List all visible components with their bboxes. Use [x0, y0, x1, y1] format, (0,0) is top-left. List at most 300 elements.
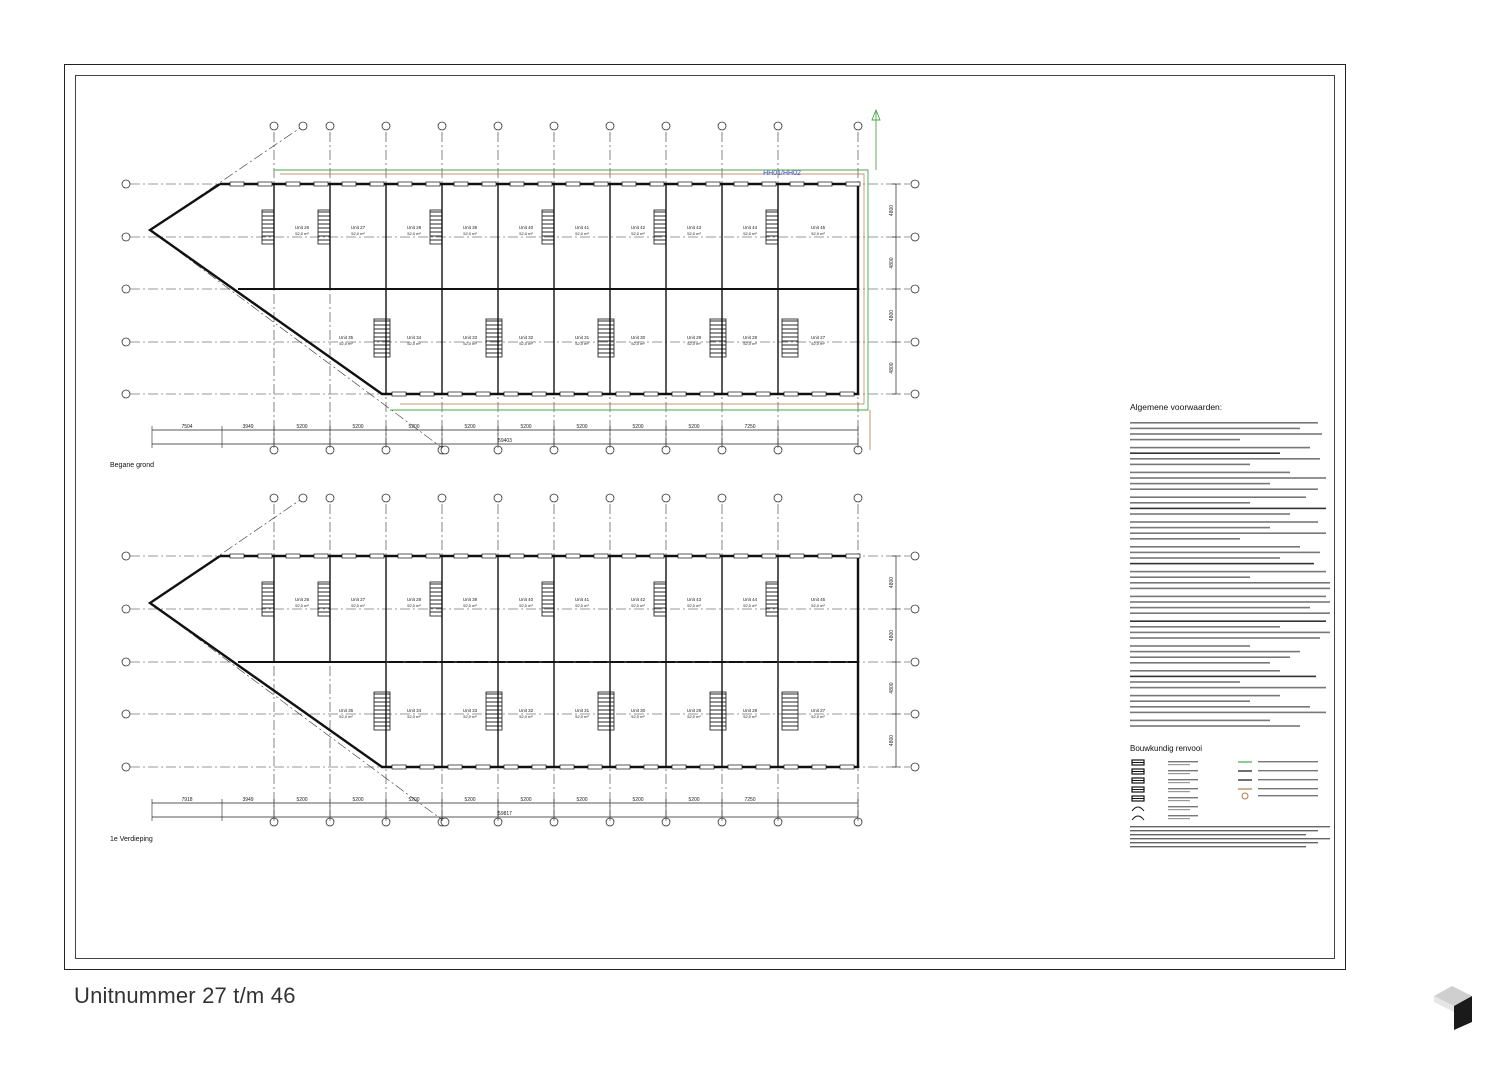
unit-label-top: Unit 44 [742, 597, 758, 602]
unit-label-top: Unit 45 [810, 225, 826, 230]
window-mark [616, 765, 630, 769]
conditions-text-line [1130, 620, 1326, 622]
window-mark [706, 554, 720, 558]
grid-bubble [122, 390, 130, 398]
conditions-text-line [1130, 472, 1290, 474]
grid-bubble [911, 338, 919, 346]
conditions-text-line [1130, 582, 1330, 584]
conditions-text-line [1130, 651, 1300, 653]
unit-area-label-bottom: 52,0 m² [811, 341, 825, 346]
stair-bottom [374, 692, 390, 730]
conditions-text-line [1130, 670, 1280, 672]
unit-area-label-top: 52,0 m² [407, 603, 421, 608]
grid-bubble [122, 180, 130, 188]
window-mark [700, 765, 714, 769]
dimension-text: 5200 [576, 424, 588, 430]
legend-text-line [1168, 782, 1190, 783]
grid-bubble [911, 233, 919, 241]
legend-door-symbol [1132, 816, 1144, 820]
unit-area-label-top: 52,0 m² [407, 231, 421, 236]
grid-bubble [606, 494, 614, 502]
window-mark [762, 182, 776, 186]
window-mark [504, 765, 518, 769]
window-mark [426, 554, 440, 558]
legend-text-line [1258, 770, 1318, 771]
conditions-text-line [1130, 513, 1290, 515]
unit-label-top: Unit 28 [406, 225, 422, 230]
conditions-text-line [1130, 422, 1318, 424]
window-mark [622, 554, 636, 558]
conditions-text-line [1130, 483, 1270, 485]
window-mark [510, 554, 524, 558]
window-mark [840, 392, 854, 396]
stair-top [542, 582, 554, 616]
unit-area-label-bottom: 52,0 m² [743, 714, 757, 719]
window-mark [532, 392, 546, 396]
window-mark [762, 554, 776, 558]
unit-area-label-bottom: 52,0 m² [407, 341, 421, 346]
unit-label-bottom: Unit 27 [810, 708, 826, 713]
unit-area-label-bottom: 52,0 m² [463, 714, 477, 719]
unit-label-bottom: Unit 35 [338, 335, 354, 340]
window-mark [566, 554, 580, 558]
window-mark [314, 554, 328, 558]
unit-area-label-top: 52,0 m² [463, 231, 477, 236]
window-mark [594, 182, 608, 186]
unit-label-bottom: Unit 32 [518, 335, 534, 340]
window-mark [672, 765, 686, 769]
window-mark [588, 765, 602, 769]
conditions-text-line [1130, 521, 1318, 523]
grid-bubble [299, 494, 307, 502]
window-mark [454, 554, 468, 558]
legend-text-line [1168, 797, 1198, 798]
legend-footnote-line [1130, 846, 1306, 847]
grid-bubble [299, 122, 307, 130]
stair-top [766, 582, 778, 616]
conditions-text-line [1130, 433, 1322, 435]
first-floor-label: 1e Verdieping [110, 836, 153, 843]
unit-label-bottom: Unit 34 [406, 708, 422, 713]
legend-text-line [1168, 818, 1190, 819]
dimension-text: 5200 [632, 797, 644, 803]
unit-number-caption: Unitnummer 27 t/m 46 [74, 983, 296, 1008]
unit-label-top: Unit 26 [294, 225, 310, 230]
conditions-text-line [1130, 496, 1306, 498]
unit-label-top: Unit 39 [462, 597, 478, 602]
stair-bottom [782, 319, 798, 357]
grid-bubble [382, 494, 390, 502]
conditions-text-line [1130, 439, 1240, 441]
conditions-text-line [1130, 552, 1320, 554]
dimension-text: 5200 [688, 797, 700, 803]
window-mark [678, 554, 692, 558]
unit-area-label-bottom: 52,0 m² [339, 341, 353, 346]
window-mark [398, 554, 412, 558]
conditions-text-line [1130, 477, 1326, 479]
grid-bubble [911, 552, 919, 560]
unit-label-top: Unit 28 [406, 597, 422, 602]
unit-label-bottom: Unit 28 [742, 708, 758, 713]
conditions-text-line [1130, 626, 1280, 628]
conditions-text-line [1130, 656, 1290, 658]
window-mark [560, 765, 574, 769]
unit-area-label-top: 52,0 m² [687, 603, 701, 608]
window-mark [756, 765, 770, 769]
unit-area-label-top: 52,0 m² [519, 603, 533, 608]
stair-bottom [782, 692, 798, 730]
legend-text-line [1168, 806, 1198, 807]
unit-area-label-bottom: 52,0 m² [687, 341, 701, 346]
grid-bubble [854, 122, 862, 130]
grid-bubble [494, 494, 502, 502]
dimension-text: 5200 [576, 797, 588, 803]
general-conditions-title: Algemene voorwaarden: [1130, 402, 1223, 412]
dimension-text: 5200 [520, 797, 532, 803]
dimension-text-vertical: 4800 [889, 576, 895, 589]
window-mark [482, 182, 496, 186]
grid-bubble [122, 763, 130, 771]
unit-area-label-top: 52,0 m² [687, 231, 701, 236]
conditions-text-line [1130, 576, 1250, 578]
unit-label-bottom: Unit 33 [462, 335, 478, 340]
legend-text-line [1168, 800, 1190, 801]
dimension-text: 7250 [744, 424, 756, 430]
conditions-text-line [1130, 637, 1320, 639]
unit-label-bottom: Unit 29 [686, 708, 702, 713]
grid-bubble [774, 122, 782, 130]
unit-area-label-top: 52,0 m² [351, 231, 365, 236]
window-mark [476, 765, 490, 769]
unit-label-bottom: Unit 30 [630, 708, 646, 713]
unit-label-top: Unit 41 [574, 225, 590, 230]
dimension-text: 5200 [352, 797, 364, 803]
conditions-text-line [1130, 588, 1330, 590]
legend-drain-icon [1242, 793, 1248, 799]
stair-bottom [374, 319, 390, 357]
grid-bubble [911, 390, 919, 398]
dimension-text: 5200 [688, 424, 700, 430]
stair-top [766, 210, 778, 244]
unit-area-label-bottom: 52,0 m² [519, 341, 533, 346]
conditions-text-line [1130, 607, 1310, 609]
conditions-text-line [1130, 700, 1250, 702]
grid-bubble [270, 122, 278, 130]
dimension-text-vertical: 4800 [889, 204, 895, 217]
grid-bubble [122, 658, 130, 666]
dimension-text-vertical: 4800 [889, 682, 895, 694]
unit-area-label-top: 52,0 m² [631, 231, 645, 236]
stair-top [654, 582, 666, 616]
hh-marker-label: HH01/HH02 [763, 170, 801, 177]
conditions-text-line [1130, 527, 1270, 529]
unit-label-top: Unit 42 [630, 597, 646, 602]
legend-door-symbol [1132, 807, 1144, 811]
conditions-text-line [1130, 612, 1330, 614]
window-mark [448, 392, 462, 396]
conditions-text-line [1130, 508, 1326, 510]
grid-bubble [122, 710, 130, 718]
conditions-text-line [1130, 695, 1280, 697]
grid-bubble [122, 338, 130, 346]
unit-area-label-bottom: 52,0 m² [519, 714, 533, 719]
unit-label-bottom: Unit 34 [406, 335, 422, 340]
stair-top [542, 210, 554, 244]
dimension-text: 5200 [296, 424, 308, 430]
grid-line-diagonal [150, 230, 445, 450]
unit-area-label-top: 52,0 m² [575, 231, 589, 236]
legend-text-line [1258, 779, 1318, 780]
unit-label-top: Unit 42 [630, 225, 646, 230]
window-mark [538, 182, 552, 186]
unit-area-label-top: 52,0 m² [463, 603, 477, 608]
legend-footnote-line [1130, 834, 1306, 835]
grid-bubble [494, 122, 502, 130]
stair-top [430, 582, 442, 616]
stair-top [430, 210, 442, 244]
dimension-text: 5200 [352, 424, 364, 430]
window-mark [286, 182, 300, 186]
window-mark [644, 392, 658, 396]
unit-label-top: Unit 40 [518, 225, 534, 230]
unit-area-label-bottom: 52,0 m² [407, 714, 421, 719]
window-mark [700, 392, 714, 396]
dimension-text: 5200 [408, 424, 420, 430]
grid-bubble [270, 494, 278, 502]
window-mark [482, 554, 496, 558]
window-mark [420, 392, 434, 396]
grid-bubble [438, 494, 446, 502]
unit-area-label-top: 52,0 m² [295, 603, 309, 608]
window-mark [616, 392, 630, 396]
legend-text-line [1168, 788, 1198, 789]
stair-top [262, 582, 274, 616]
window-mark [790, 554, 804, 558]
legend-text-line [1168, 791, 1190, 792]
stair-bottom [486, 692, 502, 730]
dimension-text-vertical: 4800 [889, 362, 895, 374]
unit-area-label-top: 52,0 m² [631, 603, 645, 608]
window-mark [392, 392, 406, 396]
conditions-text-line [1130, 502, 1250, 504]
grid-bubble [718, 122, 726, 130]
unit-area-label-bottom: 52,0 m² [687, 714, 701, 719]
grid-bubble [662, 494, 670, 502]
conditions-text-line [1130, 532, 1326, 534]
grid-bubble [911, 710, 919, 718]
grid-bubble [122, 233, 130, 241]
conditions-text-line [1130, 538, 1240, 540]
conditions-text-line [1130, 428, 1300, 430]
window-mark [370, 182, 384, 186]
conditions-text-line [1130, 706, 1310, 708]
legend-text-line [1168, 770, 1198, 771]
window-mark [454, 182, 468, 186]
window-mark [370, 554, 384, 558]
window-mark [510, 182, 524, 186]
window-mark [420, 765, 434, 769]
window-mark [678, 182, 692, 186]
window-mark [818, 554, 832, 558]
window-mark [672, 392, 686, 396]
conditions-text-line [1130, 725, 1300, 727]
grid-bubble [122, 552, 130, 560]
grid-bubble [911, 658, 919, 666]
dimension-text: 5200 [464, 797, 476, 803]
legend-footnote-line [1130, 838, 1330, 839]
stair-bottom [710, 692, 726, 730]
unit-label-bottom: Unit 35 [338, 708, 354, 713]
window-mark [258, 182, 272, 186]
grid-bubble [911, 763, 919, 771]
dimension-text: 5200 [408, 797, 420, 803]
unit-area-label-top: 52,0 m² [811, 231, 825, 236]
unit-label-bottom: Unit 32 [518, 708, 534, 713]
unit-area-label-top: 52,0 m² [519, 231, 533, 236]
conditions-text-line [1130, 601, 1330, 603]
dimension-text: 5200 [632, 424, 644, 430]
window-mark [566, 182, 580, 186]
unit-label-top: Unit 39 [462, 225, 478, 230]
dimension-text: 7918 [181, 797, 193, 803]
window-mark [230, 182, 244, 186]
stair-top [262, 210, 274, 244]
legend-footnote-line [1130, 826, 1330, 827]
window-mark [728, 392, 742, 396]
unit-area-label-top: 52,0 m² [743, 231, 757, 236]
grid-bubble [550, 494, 558, 502]
window-mark [734, 554, 748, 558]
window-mark [258, 554, 272, 558]
brand-logo-icon [1432, 982, 1474, 1030]
unit-area-label-top: 52,0 m² [575, 603, 589, 608]
legend-footnote-line [1130, 842, 1318, 843]
window-mark [448, 765, 462, 769]
unit-label-bottom: Unit 28 [742, 335, 758, 340]
general-conditions-text [1130, 418, 1335, 738]
stair-top [654, 210, 666, 244]
unit-label-top: Unit 41 [574, 597, 590, 602]
stair-bottom [710, 319, 726, 357]
dimension-text: 7250 [744, 797, 756, 803]
unit-area-label-top: 52,0 m² [811, 603, 825, 608]
conditions-text-line [1130, 632, 1330, 634]
window-mark [342, 554, 356, 558]
grid-bubble [606, 122, 614, 130]
window-mark [846, 182, 860, 186]
unit-label-bottom: Unit 27 [810, 335, 826, 340]
stair-top [318, 210, 330, 244]
stair-bottom [486, 319, 502, 357]
window-mark [314, 182, 328, 186]
conditions-text-line [1130, 571, 1326, 573]
window-mark [812, 392, 826, 396]
dimension-text-vertical: 4800 [889, 309, 895, 322]
grid-bubble [911, 180, 919, 188]
conditions-text-line [1130, 681, 1240, 683]
conditions-text-line [1130, 676, 1316, 678]
unit-label-top: Unit 40 [518, 597, 534, 602]
window-mark [230, 554, 244, 558]
legend-text-line [1168, 809, 1190, 810]
legend-text-line [1258, 761, 1318, 762]
legend-title: Bouwkundig renvooi [1130, 744, 1203, 753]
window-mark [504, 392, 518, 396]
dimension-text: 3949 [242, 424, 254, 430]
grid-bubble [326, 494, 334, 502]
window-mark [706, 182, 720, 186]
conditions-text-line [1130, 557, 1280, 559]
conditions-text-line [1130, 452, 1280, 454]
unit-area-label-top: 52,0 m² [295, 231, 309, 236]
conditions-text-line [1130, 712, 1326, 714]
grid-bubble [122, 285, 130, 293]
unit-area-label-bottom: 52,0 m² [631, 714, 645, 719]
unit-label-top: Unit 45 [810, 597, 826, 602]
window-mark [426, 182, 440, 186]
conditions-text-line [1130, 546, 1300, 548]
conditions-text-line [1130, 662, 1270, 664]
legend-text-line [1168, 761, 1198, 762]
window-mark [532, 765, 546, 769]
legend-text-line [1258, 788, 1318, 789]
window-mark [650, 182, 664, 186]
conditions-text-line [1130, 563, 1314, 565]
conditions-text-line [1130, 464, 1250, 466]
conditions-text-line [1130, 687, 1326, 689]
grid-bubble [382, 122, 390, 130]
conditions-text-line [1130, 720, 1270, 722]
conditions-text-line [1130, 645, 1250, 647]
grid-bubble [774, 494, 782, 502]
window-mark [392, 765, 406, 769]
unit-label-bottom: Unit 31 [574, 335, 590, 340]
legend-text-line [1168, 815, 1198, 816]
grid-bubble [718, 494, 726, 502]
grid-bubble [854, 494, 862, 502]
dimension-text: 5200 [520, 424, 532, 430]
unit-area-label-bottom: 52,0 m² [811, 714, 825, 719]
grid-bubble [438, 122, 446, 130]
window-mark [846, 554, 860, 558]
window-mark [840, 765, 854, 769]
window-mark [812, 765, 826, 769]
window-mark [398, 182, 412, 186]
grid-bubble [911, 285, 919, 293]
dimension-text: 5200 [296, 797, 308, 803]
legend-footnote-line [1130, 830, 1318, 831]
window-mark [728, 765, 742, 769]
grid-bubble [326, 122, 334, 130]
unit-area-label-bottom: 52,0 m² [463, 341, 477, 346]
dimension-text-vertical: 4800 [889, 629, 895, 642]
grid-bubble [122, 605, 130, 613]
unit-area-label-bottom: 52,0 m² [575, 714, 589, 719]
stair-bottom [598, 319, 614, 357]
conditions-text-line [1130, 488, 1318, 490]
legend-text-line [1168, 764, 1190, 765]
unit-label-bottom: Unit 30 [630, 335, 646, 340]
legend-text-line [1258, 795, 1318, 796]
window-mark [588, 392, 602, 396]
window-mark [622, 182, 636, 186]
unit-area-label-top: 52,0 m² [351, 603, 365, 608]
window-mark [594, 554, 608, 558]
window-mark [286, 554, 300, 558]
window-mark [784, 765, 798, 769]
unit-label-top: Unit 26 [294, 597, 310, 602]
stair-top [318, 582, 330, 616]
